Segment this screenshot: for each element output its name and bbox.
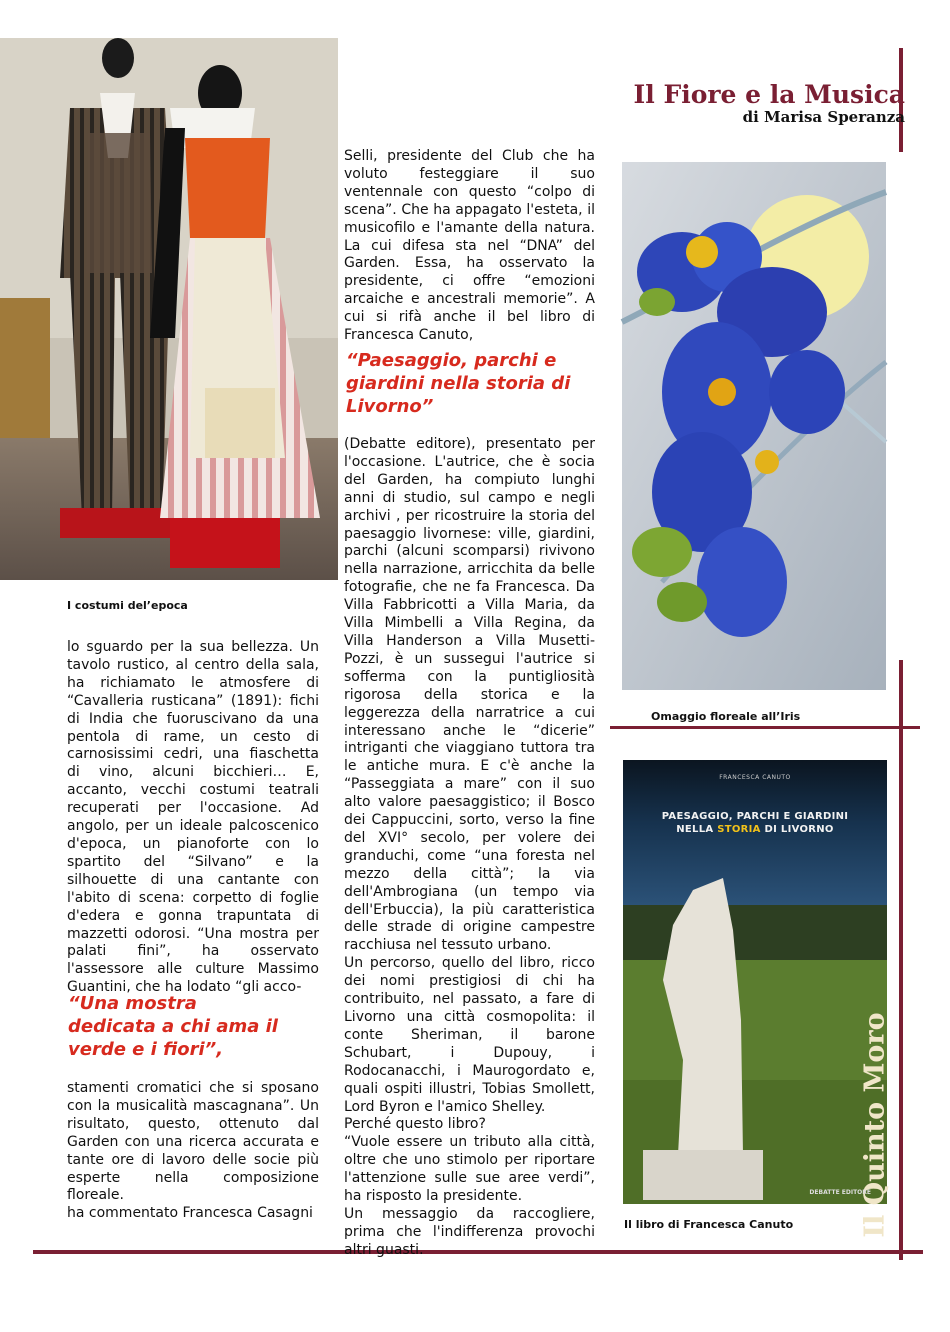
book-author: FRANCESCA CANUTO xyxy=(719,774,791,781)
col2-paragraph-2: (Debatte editore), presentato per l'occasione. L'autrice, che è socia del Garden, ha compiuto lunghi anni di studio, sul campo e negli archivi , per ricostruire la storia del paesaggio livornese: ville, giardini, parchi (alcuni scomparsi) rivivono nella narrazione, arricchita da belle fotografie, che ne fa Francesca. Da Villa Fabbricotti a Villa Maria, da Villa Mimbelli a Villa Regina, da Villa Handerson a Villa Musetti-Pozzi, è un sussegui l'autrice si sofferma con la puntigliosità rigorosa della storica e la leggerezza della narratrice a cui interessano anche le “dicerie” intriganti che viaggiano tuttora tra le antiche mura. E c'è anche la “Passeggiata a mare” con il suo alto valore paesaggistico; il Bosco dei Cappuccini, sorto, verso la fine del XVI° secolo, per volere dei granduchi, come “una foresta nel mezzo della città”; la via dell'Ambrogiana (un tempo via dell'Erbuccia), la più caratteristica delle strade di origine campestre racchiusa nel tessuto urbano. xyxy=(344,436,595,954)
column-1 xyxy=(67,639,319,997)
book-publisher: DEBATTE EDITORE xyxy=(809,1189,871,1196)
book-title-highlight: STORIA xyxy=(717,824,761,835)
col1-paragraph-2: stamenti cromatici che si sposano con la musicalità mascagnana”. Un risultato, questo, ottenuto dal Garden con una ricerca accurata e tante ore di lavoro delle socie più esperte nella composizione floreale. xyxy=(67,1080,319,1204)
costumes-caption: I costumi del’epoca xyxy=(67,599,188,612)
page-title: Il Fiore e la Musica xyxy=(633,80,905,109)
book-title-line1: PAESAGGIO, PARCHI E GIARDINI xyxy=(661,811,849,822)
col2-paragraph-4: Perché questo libro? xyxy=(344,1116,486,1133)
column-2 xyxy=(344,148,595,345)
iris-caption: Omaggio floreale all’Iris xyxy=(651,710,801,723)
book-caption: Il libro di Francesca Canuto xyxy=(624,1218,794,1231)
book-title-line2 xyxy=(623,823,887,836)
book-title-part-c: DI LIVORNO xyxy=(760,824,834,835)
col2-pull-quote: “Paesaggio, parchi e giardini nella storia di Livorno” xyxy=(346,350,571,417)
col1-paragraph-1: lo sguardo per la sua bellezza. Un tavolo rustico, al centro della sala, ha richiamato le atmosfere di “Cavalleria rusticana” (1891): fichi di India che fuoruscivano da una pentola di rame, un cesto di carnosissimi cedri, una fiaschetta di vino, alcuni bicchieri… E, accanto, vecchi costumi teatrali recuperati per l'occasione. Ad angolo, per un ideale palcoscenico d'epoca, un pianoforte con lo spartito del “Silvano” e la silhouette di una cantante con l'abito di scena: corpetto di foglie d'edera e gonna trapuntata di mazzetti odorosi. “Una mostra per palati fini”, ha osservato l'assessore alle culture Massimo Guantini, che ha lodato “gli acco- xyxy=(67,639,319,996)
mid-horizontal-rule xyxy=(610,726,920,729)
book-title xyxy=(623,810,887,836)
col2-paragraph-5: “Vuole essere un tributo alla città, oltre che uno stimolo per riportare l'attenzione sulle sue aree verdi”, ha risposto la presidente. xyxy=(344,1134,595,1205)
costumes-photo xyxy=(0,38,338,580)
book-title-part-a: NELLA xyxy=(676,824,718,835)
col2-paragraph-6: Un messaggio da raccogliere, prima che l'indifferenza provochi altri guasti. xyxy=(344,1205,595,1258)
book-series-name: Il Quinto Moro xyxy=(859,1012,891,1238)
col2-paragraph-1: Selli, presidente del Club che ha voluto festeggiare il suo ventennale con questo “colpo di scena”. Che ha appagato l'esteta, il musicofilo e l'amante della natura. La cui difesa sta nel “DNA” del Garden. Essa, ha osservato la presidente, ci offre “emozioni arcaiche e ancestrali memorie”. A cui si rifà anche il bel libro di Francesca Canuto, xyxy=(344,148,595,344)
col2-paragraph-3: Un percorso, quello del libro, ricco dei nomi prestigiosi di chi ha contribuito, nel passato, a fare di Livorno una città cosmopolita: il conte Sheriman, il barone Schubart, i Dupouy, i Rodocanacchi, i Maurogordato e, quali ospiti illustri, Tobias Smollett, Lord Byron e l'amico Shelley. xyxy=(344,955,595,1115)
column-2-continued xyxy=(344,436,595,1260)
iris-illustration xyxy=(622,162,886,690)
byline: di Marisa Speranza xyxy=(742,108,905,126)
col1-pull-quote: “Una mostra dedicata a chi ama il verde e i fiori”, xyxy=(68,993,278,1060)
iris-photo xyxy=(622,162,886,690)
right-vertical-rule xyxy=(899,660,903,1260)
book-series-logo xyxy=(827,980,891,1270)
costumes-illustration xyxy=(0,38,338,580)
column-1-continued xyxy=(67,1080,319,1223)
col1-paragraph-3: ha commentato Francesca Casagni xyxy=(67,1205,313,1222)
